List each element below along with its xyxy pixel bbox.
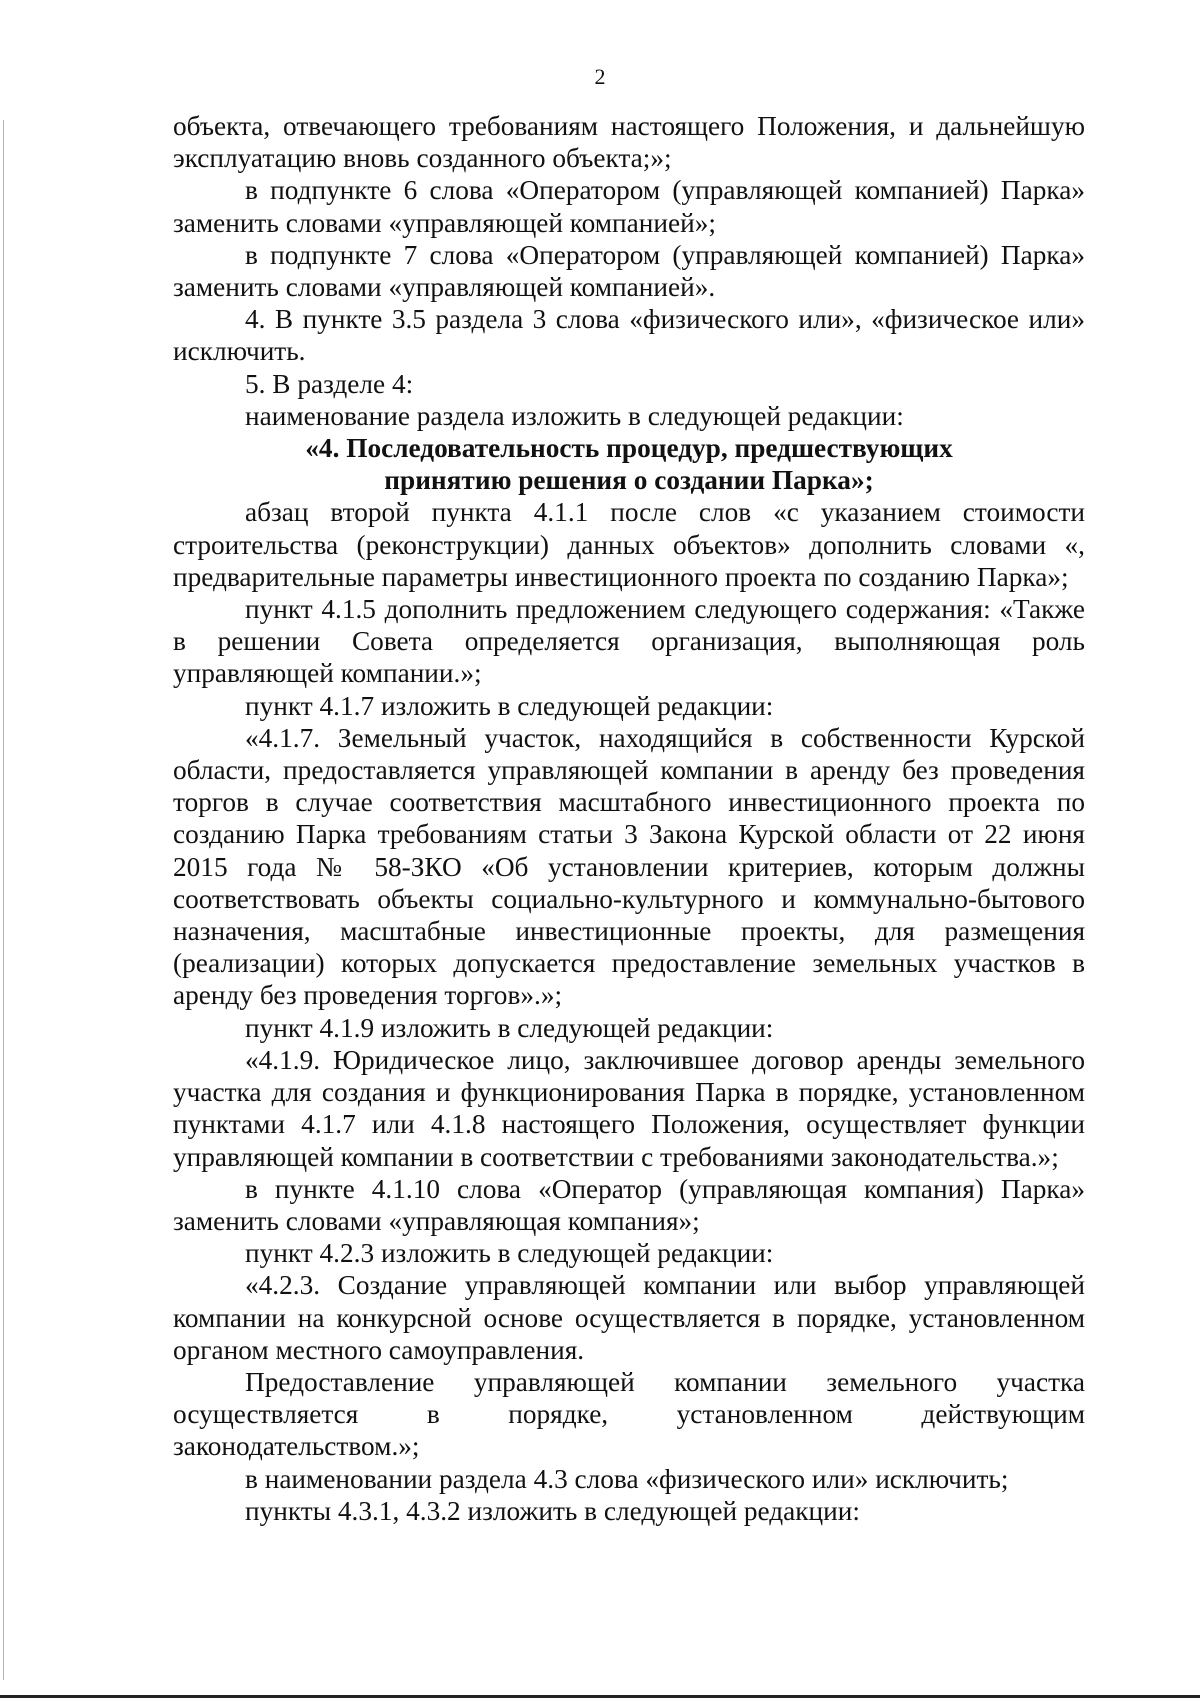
paragraph-4: 4. В пункте 3.5 раздела 3 слова «физического или», «физическое или» исключить. <box>173 304 1085 367</box>
paragraph-2: в подпункте 6 слова «Оператором (управляющей компанией) Парка» заменить словами «управляющей компанией»; <box>173 175 1085 238</box>
paragraph-10: «4.1.7. Земельный участок, находящийся в собственности Курской области, предоставляется управляющей компании в аренду без проведения торгов в случае соответствия масштабного инвестиционного проекта по созданию Парка требованиям статьи 3 Закона Курской области от 22 июня 2015 года № 58-ЗКО «Об установлении критериев, которым должны соответствовать объекты социально-культурного и коммунально-бытового назначения, масштабные инвестиционные проекты, для размещения (реализации) которых допускается предоставление земельных участков в аренду без проведения торгов».»; <box>173 722 1085 1011</box>
paragraph-8: пункт 4.1.5 дополнить предложением следующего содержания: «Также в решении Совета определяется организация, выполняющая роль управляющей компании.»; <box>173 594 1085 689</box>
section-heading-line-2: принятию решения о создании Парка»; <box>384 465 874 496</box>
paragraph-17: в наименовании раздела 4.3 слова «физического или» исключить; <box>245 1463 1009 1494</box>
paragraph-7: абзац второй пункта 4.1.1 после слов «с указанием стоимости строительства (реконструкции) данных объектов» дополнить словами «, предварительные параметры инвестиционного проекта по созданию Парка»; <box>173 497 1085 592</box>
paragraph-11: пункт 4.1.9 изложить в следующей редакции: <box>245 1012 774 1043</box>
section-heading-line-1: «4. Последовательность процедур, предшествующих <box>305 433 953 464</box>
paragraph-15: «4.2.3. Создание управляющей компании или выбор управляющей компании на конкурсной основе осуществляется в порядке, установленном органом местного самоуправления. <box>173 1270 1085 1365</box>
paragraph-9: пункт 4.1.7 изложить в следующей редакции: <box>245 690 774 721</box>
scan-edge-left <box>3 120 4 1680</box>
paragraph-6: наименование раздела изложить в следующей редакции: <box>245 400 904 431</box>
paragraph-12: «4.1.9. Юридическое лицо, заключившее договор аренды земельного участка для создания и функционирования Парка в порядке, установленном пунктами 4.1.7 или 4.1.8 настоящего Положения, осуществляет функции управляющей компании в соответствии с требованиями законодательства.»; <box>173 1044 1085 1172</box>
paragraph-3: в подпункте 7 слова «Оператором (управляющей компанией) Парка» заменить словами «управляющей компанией». <box>173 239 1085 303</box>
paragraph-5: 5. В разделе 4: <box>245 368 414 399</box>
paragraph-14: пункт 4.2.3 изложить в следующей редакции: <box>245 1238 774 1269</box>
scan-edge-bottom <box>0 1695 1200 1698</box>
paragraph-1: объекта, отвечающего требованиям настоящего Положения, и дальнейшую эксплуатацию вновь созданного объекта;»; <box>173 111 1085 174</box>
paragraph-13: в пункте 4.1.10 слова «Оператор (управляющая компания) Парка» заменить словами «управляющая компания»; <box>173 1173 1085 1236</box>
document-body <box>173 110 1085 1527</box>
page-number: 2 <box>594 64 606 89</box>
paragraph-18: пункты 4.3.1, 4.3.2 изложить в следующей редакции: <box>245 1495 860 1526</box>
paragraph-16: Предоставление управляющей компании земельного участка осуществляется в порядке, установленном действующим законодательством.»; <box>173 1366 1085 1462</box>
